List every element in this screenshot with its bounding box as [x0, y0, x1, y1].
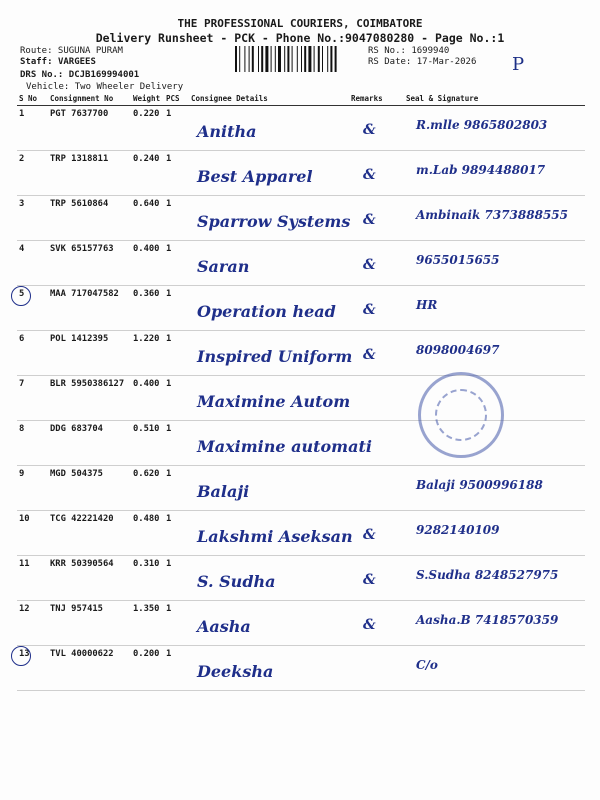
seal-stamp: [418, 372, 504, 458]
serial-number: 10: [19, 514, 30, 524]
circled-mark: [11, 646, 31, 666]
drs-line: [20, 70, 139, 80]
pcs-value: 1: [164, 286, 189, 331]
signature-handwriting: Balaji 9500996188: [416, 478, 543, 492]
signature-cell: [404, 511, 585, 556]
signature-handwriting: Aasha.B 7418570359: [416, 613, 559, 627]
serial-cell: [17, 376, 48, 421]
table-row: [17, 511, 585, 556]
pcs-value: 1: [164, 511, 189, 556]
runsheet-title: THE PROFESSIONAL COURIERS, COIMBATORE: [177, 17, 423, 30]
weight-value: 0.200: [131, 646, 164, 691]
weight-value: 0.240: [131, 151, 164, 196]
consignee-cell: [189, 286, 349, 331]
runsheet-subtitle: Delivery Runsheet - PCK - Phone No.:9047080280 - Page No.:1: [95, 31, 505, 45]
serial-cell: [17, 106, 48, 151]
pcs-value: 1: [164, 151, 189, 196]
weight-value: 0.400: [131, 376, 164, 421]
serial-number: 6: [19, 334, 25, 344]
signature-cell: [404, 286, 585, 331]
consignee-handwriting: Maximine automati: [197, 437, 372, 456]
signature-cell: [404, 106, 585, 151]
signature-handwriting: C/o: [416, 658, 438, 672]
consignee-handwriting: Maximine Autom: [197, 392, 351, 411]
signature-handwriting: HR: [416, 298, 438, 312]
consignee-handwriting: Lakshmi Aseksan: [197, 527, 353, 546]
weight-value: 0.310: [131, 556, 164, 601]
remarks-cell: [349, 376, 404, 421]
rs-number: RS No.: 1699940: [368, 46, 450, 56]
serial-cell: [17, 556, 48, 601]
serial-number: 13: [19, 649, 30, 659]
weight-value: 1.220: [131, 331, 164, 376]
column-header: S No: [17, 93, 48, 106]
serial-number: 1: [19, 109, 25, 119]
consignee-handwriting: Deeksha: [197, 662, 274, 681]
signature-cell: [404, 601, 585, 646]
barcode: [235, 46, 363, 72]
table-row: [17, 151, 585, 196]
consignment-number: POL 1412395: [48, 331, 131, 376]
consignee-cell: [189, 556, 349, 601]
pcs-value: 1: [164, 196, 189, 241]
signature-handwriting: 9282140109: [416, 523, 500, 537]
signature-handwriting: S.Sudha 8248527975: [416, 568, 559, 582]
signature-cell: [404, 556, 585, 601]
consignment-number: TRP 1318811: [48, 151, 131, 196]
column-header: Remarks: [349, 93, 404, 106]
signature-cell: [404, 331, 585, 376]
remark-handwriting: &: [363, 527, 376, 543]
serial-number: 5: [19, 289, 25, 299]
signature-handwriting: 9655015655: [416, 253, 500, 267]
remark-handwriting: &: [363, 167, 376, 183]
consignee-cell: [189, 331, 353, 376]
signature-handwriting: 8098004697: [416, 343, 500, 357]
weight-value: 0.510: [131, 421, 164, 466]
remarks-cell: [349, 556, 404, 601]
weight-value: 0.480: [131, 511, 164, 556]
rs-date: RS Date: 17-Mar-2026: [368, 57, 477, 67]
consignment-number: TVL 40000622: [48, 646, 131, 691]
remarks-cell: [349, 421, 404, 466]
consignment-number: PGT 7637700: [48, 106, 131, 151]
serial-number: 7: [19, 379, 25, 389]
remark-handwriting: &: [363, 572, 376, 588]
remarks-cell: [349, 466, 404, 511]
serial-cell: [17, 646, 48, 691]
serial-cell: [17, 286, 48, 331]
remark-handwriting: &: [363, 617, 376, 633]
table-row: [17, 106, 585, 151]
signature-cell: [404, 646, 585, 691]
weight-value: 0.360: [131, 286, 164, 331]
consignee-cell: [189, 466, 349, 511]
table-row: [17, 196, 585, 241]
table-row: [17, 646, 585, 691]
consignment-number: KRR 50390564: [48, 556, 131, 601]
serial-cell: [17, 421, 48, 466]
serial-cell: [17, 466, 48, 511]
consignee-handwriting: Sparrow Systems: [197, 212, 351, 231]
table-row: [17, 466, 585, 511]
table-header-row: [17, 93, 585, 106]
consignment-number: TCG 42221420: [48, 511, 131, 556]
column-header: Consignment No: [48, 93, 131, 106]
serial-number: 9: [19, 469, 25, 479]
remarks-cell: [349, 511, 404, 556]
serial-number: 11: [19, 559, 30, 569]
column-header: Consignee Details: [189, 93, 349, 106]
signature-cell: [404, 151, 585, 196]
serial-cell: [17, 331, 48, 376]
table-row: [17, 241, 585, 286]
consignment-number: MGD 504375: [48, 466, 131, 511]
circled-mark: [11, 286, 31, 306]
consignment-number: TNJ 957415: [48, 601, 131, 646]
remark-handwriting: &: [363, 302, 376, 318]
pcs-value: 1: [164, 466, 189, 511]
table-row: [17, 286, 585, 331]
serial-cell: [17, 196, 48, 241]
weight-value: 0.620: [131, 466, 164, 511]
pcs-value: 1: [164, 241, 189, 286]
consignee-cell: [189, 646, 349, 691]
consignee-cell: [189, 196, 349, 241]
handwritten-mark: P: [512, 54, 525, 75]
remarks-cell: [349, 601, 404, 646]
column-header: PCS: [164, 93, 189, 106]
consignee-handwriting: Aasha: [197, 617, 251, 636]
consignee-cell: [189, 376, 349, 421]
staff-label: Staff:: [20, 57, 53, 67]
serial-cell: [17, 241, 48, 286]
staff-line: [20, 57, 96, 67]
drs-value: DCJB169994001: [68, 70, 140, 80]
vehicle-text: Vehicle: Two Wheeler Delivery: [26, 82, 184, 92]
consignee-cell: [189, 601, 349, 646]
weight-value: 1.350: [131, 601, 164, 646]
consignment-number: TRP 5610864: [48, 196, 131, 241]
pcs-value: 1: [164, 331, 189, 376]
column-header: Weight: [131, 93, 164, 106]
remark-handwriting: &: [363, 122, 376, 138]
remark-handwriting: &: [363, 347, 376, 363]
signature-cell: [404, 466, 585, 511]
serial-number: 3: [19, 199, 25, 209]
consignee-handwriting: Balaji: [197, 482, 250, 501]
consignee-cell: [189, 421, 372, 466]
consignee-cell: [189, 151, 349, 196]
consignment-number: BLR 5950386127: [48, 376, 131, 421]
remark-handwriting: &: [363, 257, 376, 273]
remark-handwriting: &: [363, 212, 376, 228]
serial-number: 12: [19, 604, 30, 614]
signature-cell: [404, 241, 585, 286]
pcs-value: 1: [164, 646, 189, 691]
weight-value: 0.220: [131, 106, 164, 151]
consignee-handwriting: S. Sudha: [197, 572, 276, 591]
consignment-number: SVK 65157763: [48, 241, 131, 286]
remarks-cell: [349, 106, 404, 151]
table-row: [17, 601, 585, 646]
serial-cell: [17, 511, 48, 556]
pcs-value: 1: [164, 556, 189, 601]
consignee-handwriting: Anitha: [197, 122, 257, 141]
remarks-cell: [349, 286, 404, 331]
table-row: [17, 331, 585, 376]
consignee-cell: [189, 511, 353, 556]
signature-handwriting: R.mlle 9865802803: [416, 118, 548, 132]
route-text: Route: SUGUNA PURAM: [20, 46, 123, 56]
weight-value: 0.400: [131, 241, 164, 286]
consignee-cell: [189, 106, 349, 151]
consignee-handwriting: Saran: [197, 257, 250, 276]
column-header: Seal & Signature: [404, 93, 585, 106]
signature-handwriting: Ambinaik 7373888555: [416, 208, 569, 222]
pcs-value: 1: [164, 421, 189, 466]
table-row: [17, 556, 585, 601]
runsheet-table: [17, 93, 585, 691]
remarks-cell: [349, 646, 404, 691]
consignee-handwriting: Best Apparel: [197, 167, 313, 186]
signature-cell: [404, 196, 585, 241]
weight-value: 0.640: [131, 196, 164, 241]
remarks-cell: [349, 241, 404, 286]
consignee-handwriting: Inspired Uniform: [197, 347, 353, 366]
serial-cell: [17, 601, 48, 646]
serial-cell: [17, 151, 48, 196]
consignee-handwriting: Operation head: [197, 302, 336, 321]
consignment-number: MAA 717047582: [48, 286, 131, 331]
signature-handwriting: m.Lab 9894488017: [416, 163, 546, 177]
pcs-value: 1: [164, 601, 189, 646]
consignee-cell: [189, 241, 349, 286]
serial-number: 8: [19, 424, 25, 434]
consignment-number: DDG 683704: [48, 421, 131, 466]
drs-label: DRS No.:: [20, 70, 64, 80]
staff-value: VARGEES: [57, 57, 96, 67]
serial-number: 2: [19, 154, 25, 164]
pcs-value: 1: [164, 106, 189, 151]
remarks-cell: [349, 196, 404, 241]
pcs-value: 1: [164, 376, 189, 421]
remarks-cell: [349, 151, 404, 196]
remarks-cell: [349, 331, 404, 376]
serial-number: 4: [19, 244, 25, 254]
